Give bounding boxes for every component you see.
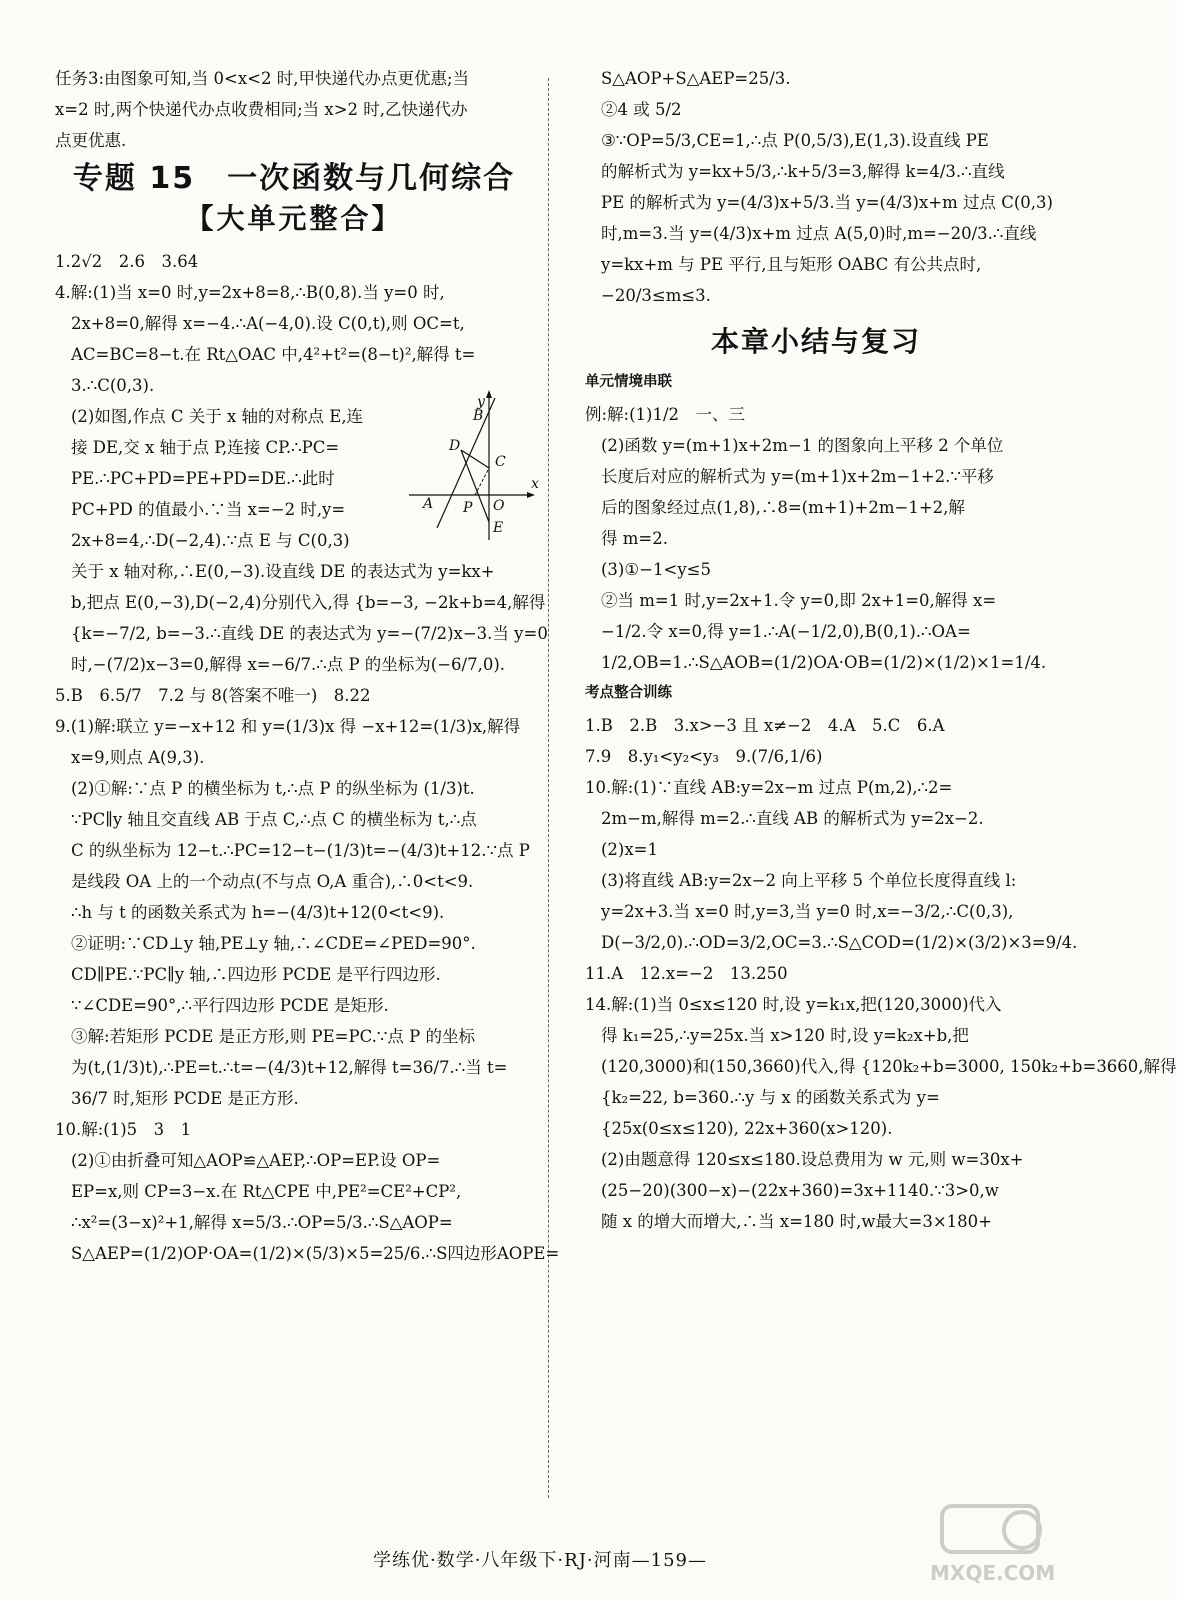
section-heading: 单元情境串联 xyxy=(585,374,672,390)
text-line: 4.解:(1)当 x=0 时,y=2x+8=8,∴B(0,8).当 y=0 时, xyxy=(55,283,445,302)
text-line: 长度后对应的解析式为 y=(m+1)x+2m−1+2.∵平移 xyxy=(601,467,994,486)
text-line: (2)函数 y=(m+1)x+2m−1 的图象向上平移 2 个单位 xyxy=(601,436,1004,455)
text-line: (3)将直线 AB:y=2x−2 向上平移 5 个单位长度得直线 l: xyxy=(601,871,1017,890)
text-line: 例:解:(1)1/2 一、三 xyxy=(585,405,746,424)
text-line: ③解:若矩形 PCDE 是正方形,则 PE=PC.∵点 P 的坐标 xyxy=(71,1027,475,1046)
text-line: (3)①−1<y≤5 xyxy=(601,560,711,579)
label-x: x xyxy=(531,476,539,492)
page-footer: 学练优·数学·八年级下·RJ·河南—159— xyxy=(372,1550,707,1571)
y-axis-arrow xyxy=(486,390,492,398)
text-line: 得 m=2. xyxy=(601,529,668,548)
text-line: ②4 或 5/2 xyxy=(601,100,682,119)
x-axis-arrow xyxy=(527,492,535,498)
text-line: −1/2.令 x=0,得 y=1.∴A(−1/2,0),B(0,1).∴OA= xyxy=(601,622,971,641)
text-line: 的解析式为 y=kx+5/3,∴k+5/3=3,解得 k=4/3.∴直线 xyxy=(601,162,1005,181)
text-line: 2m−m,解得 m=2.∴直线 AB 的解析式为 y=2x−2. xyxy=(601,809,984,828)
task3-text xyxy=(55,68,533,151)
text-line: PE.∴PC+PD=PE+PD=DE.∴此时 xyxy=(71,469,335,488)
text-line: S△AOP+S△AEP=25/3. xyxy=(601,69,791,88)
text-line: ∵∠CDE=90°,∴平行四边形 PCDE 是矩形. xyxy=(71,996,389,1015)
text-line: 时,m=3.当 y=(4/3)x+m 过点 A(5,0)时,m=−20/3.∴直线 xyxy=(601,224,1037,243)
label-d: D xyxy=(449,438,461,454)
label-a: A xyxy=(423,496,434,512)
unit-title: 【大单元整合】 xyxy=(185,202,403,235)
geometry-figure xyxy=(409,390,539,540)
topic-title: 专题 15 一次函数与几何综合 xyxy=(72,161,516,196)
text-line: 1/2,OB=1.∴S△AOB=(1/2)OA·OB=(1/2)×(1/2)×1=1/4. xyxy=(601,653,1047,672)
text-line: 任务3:由图象可知,当 0<x<2 时,甲快递代办点更优惠;当 xyxy=(55,69,470,88)
label-b: B xyxy=(473,408,484,424)
label-c: C xyxy=(495,454,506,470)
text-line: EP=x,则 CP=3−x.在 Rt△CPE 中,PE²=CE²+CP², xyxy=(71,1182,462,1201)
text-line: {k=−7/2, b=−3.∴直线 DE 的表达式为 y=−(7/2)x−3.当 y=0 xyxy=(71,624,548,643)
text-line: (2)如图,作点 C 关于 x 轴的对称点 E,连 xyxy=(71,407,364,426)
label-e: E xyxy=(493,520,504,536)
text-line: ②当 m=1 时,y=2x+1.令 y=0,即 2x+1=0,解得 x= xyxy=(601,591,997,610)
text-line: PC+PD 的值最小.∵当 x=−2 时,y= xyxy=(71,500,346,519)
label-p: P xyxy=(463,500,473,516)
text-line: 时,−(7/2)x−3=0,解得 x=−6/7.∴点 P 的坐标为(−6/7,0). xyxy=(71,655,506,674)
text-line: D(−3/2,0).∴OD=3/2,OC=3.∴S△COD=(1/2)×(3/2)×3=9/4. xyxy=(601,933,1078,952)
text-line: 9.(1)解:联立 y=−x+12 和 y=(1/3)x 得 −x+12=(1/3)x,解得 xyxy=(55,717,521,736)
right-column xyxy=(585,68,1177,1242)
text-line: 随 x 的增大而增大,∴当 x=180 时,w最大=3×180+ xyxy=(601,1212,992,1231)
text-line: 2x+8=4,∴D(−2,4).∵点 E 与 C(0,3) xyxy=(71,531,350,550)
left-column xyxy=(55,68,560,1274)
text-line: (2)①解:∵点 P 的横坐标为 t,∴点 P 的纵坐标为 (1/3)t. xyxy=(71,779,475,798)
text-line: {25x(0≤x≤120), 22x+360(x>120). xyxy=(601,1119,893,1138)
text-line: 接 DE,交 x 轴于点 P,连接 CP.∴PC= xyxy=(71,438,340,457)
text-line: 是线段 OA 上的一个动点(不与点 O,A 重合),∴0<t<9. xyxy=(71,872,474,891)
text-line: y=2x+3.当 x=0 时,y=3,当 y=0 时,x=−3/2,∴C(0,3), xyxy=(601,902,1014,921)
text-line: 后的图象经过点(1,8),∴8=(m+1)+2m−1+2,解 xyxy=(601,498,965,517)
text-line: ③∵OP=5/3,CE=1,∴点 P(0,5/3),E(1,3).设直线 PE xyxy=(601,131,989,150)
text-line: −20/3≤m≤3. xyxy=(601,286,711,305)
text-line: (2)①由折叠可知△AOP≌△AEP,∴OP=EP.设 OP= xyxy=(71,1151,441,1170)
text-line: 14.解:(1)当 0≤x≤120 时,设 y=k₁x,把(120,3000)代入 xyxy=(585,995,1002,1014)
text-line: C 的纵坐标为 12−t.∴PC=12−t−(1/3)t=−(4/3)t+12.∵点 P xyxy=(71,841,530,860)
text-line: ∴x²=(3−x)²+1,解得 x=5/3.∴OP=5/3.∴S△AOP= xyxy=(71,1213,453,1232)
watermark-text: MXQE.COM xyxy=(930,1561,1056,1585)
text-line: x=2 时,两个快递代办点收费相同;当 x>2 时,乙快递代办 xyxy=(55,100,468,119)
text-line: 7.9 8.y₁<y₂<y₃ 9.(7/6,1/6) xyxy=(585,747,823,766)
text-line: 10.解:(1)5 3 1 xyxy=(55,1120,192,1139)
text-line: ∴h 与 t 的函数关系式为 h=−(4/3)t+12(0<t<9). xyxy=(71,903,445,922)
text-line: ②证明:∵CD⊥y 轴,PE⊥y 轴,∴∠CDE=∠PED=90°. xyxy=(71,934,476,953)
text-line: 1.2√2 2.6 3.64 xyxy=(55,252,199,271)
text-line: PE 的解析式为 y=(4/3)x+5/3.当 y=(4/3)x+m 过点 C(0,3) xyxy=(601,193,1053,212)
text-line: y=kx+m 与 PE 平行,且与矩形 OABC 有公共点时, xyxy=(601,255,982,274)
text-line: S△AEP=(1/2)OP·OA=(1/2)×(5/3)×5=25/6.∴S四边形AOPE= xyxy=(71,1244,560,1263)
column-divider xyxy=(548,78,549,1498)
chapter-title: 本章小结与复习 xyxy=(710,325,921,358)
text-line: 得 k₁=25,∴y=25x.当 x>120 时,设 y=k₂x+b,把 xyxy=(601,1026,969,1045)
text-line: 3.∴C(0,3). xyxy=(71,376,155,395)
text-line: 点更优惠. xyxy=(55,131,127,150)
text-line: b,把点 E(0,−3),D(−2,4)分别代入,得 {b=−3, −2k+b=4,解得 xyxy=(71,593,546,612)
section-heading: 考点整合训练 xyxy=(585,685,672,701)
watermark-logo xyxy=(912,1500,1072,1590)
label-o: O xyxy=(493,498,505,514)
text-line: (25−20)(300−x)−(22x+360)=3x+1140.∵3>0,w xyxy=(601,1181,999,1200)
text-line: 为(t,(1/3)t),∴PE=t.∴t=−(4/3)t+12,解得 t=36/7.∴当 t= xyxy=(71,1058,508,1077)
text-line: (2)x=1 xyxy=(601,840,659,859)
text-line: 2x+8=0,解得 x=−4.∴A(−4,0).设 C(0,t),则 OC=t, xyxy=(71,314,465,333)
text-line: 10.解:(1)∵直线 AB:y=2x−m 过点 P(m,2),∴2= xyxy=(585,778,953,797)
text-line: 36/7 时,矩形 PCDE 是正方形. xyxy=(71,1089,299,1108)
text-line: 1.B 2.B 3.x>−3 且 x≠−2 4.A 5.C 6.A xyxy=(585,716,945,735)
text-line: (2)由题意得 120≤x≤180.设总费用为 w 元,则 w=30x+ xyxy=(601,1150,1024,1169)
text-line: CD∥PE.∵PC∥y 轴,∴四边形 PCDE 是平行四边形. xyxy=(71,965,441,984)
text-line: {k₂=22, b=360.∴y 与 x 的函数关系式为 y= xyxy=(601,1088,940,1107)
label-y: y xyxy=(477,394,485,410)
text-line: x=9,则点 A(9,3). xyxy=(71,748,205,767)
text-line: 关于 x 轴对称,∴E(0,−3).设直线 DE 的表达式为 y=kx+ xyxy=(71,562,495,581)
text-line: 5.B 6.5/7 7.2 与 8(答案不唯一) 8.22 xyxy=(55,686,371,705)
text-line: 11.A 12.x=−2 13.250 xyxy=(585,964,788,983)
text-line: AC=BC=8−t.在 Rt△OAC 中,4²+t²=(8−t)²,解得 t= xyxy=(71,345,476,364)
text-line: (120,3000)和(150,3660)代入,得 {120k₂+b=3000, 150k₂+b=3660,解得 xyxy=(601,1057,1177,1076)
text-line: ∵PC∥y 轴且交直线 AB 于点 C,∴点 C 的横坐标为 t,∴点 xyxy=(71,810,477,829)
